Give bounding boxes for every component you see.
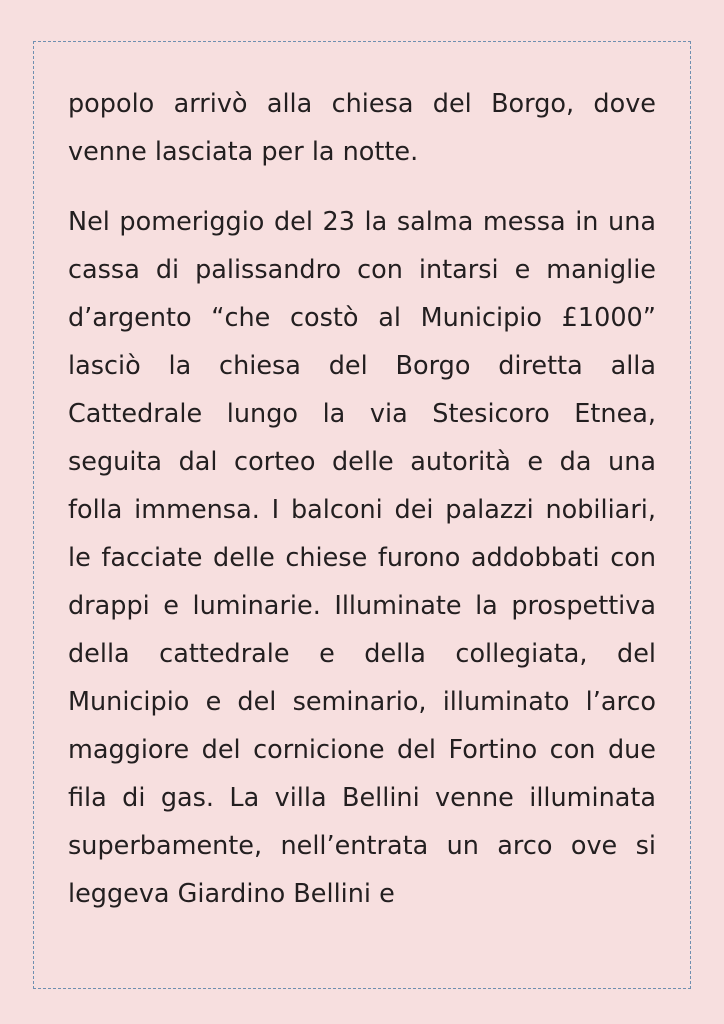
paragraph-2: Nel pomeriggio del 23 la salma messa in una cassa di palissandro con intarsi e maniglie d’argento “che costò al Municipio £1000” lasciò la chiesa del Borgo diretta alla Cattedrale lungo la via Stesicoro Etnea, seguita dal corteo delle autorità e da una folla immensa. I balconi dei palazzi nobiliari, le facciate delle chiese furono addobbati con drappi e luminarie. Illuminate la prospettiva della cattedrale e della collegiata, del Municipio e del seminario, illuminato l’arco maggiore del cornicione del Fortino con due fila di gas. La villa Bellini venne illuminata superbamente, nell’entrata un arco ove si leggeva Giardino Bellini e xyxy=(68,207,656,909)
paragraph-1: popolo arrivò alla chiesa del Borgo, dove venne lasciata per la notte. xyxy=(68,89,656,167)
page-text-body xyxy=(68,80,656,960)
